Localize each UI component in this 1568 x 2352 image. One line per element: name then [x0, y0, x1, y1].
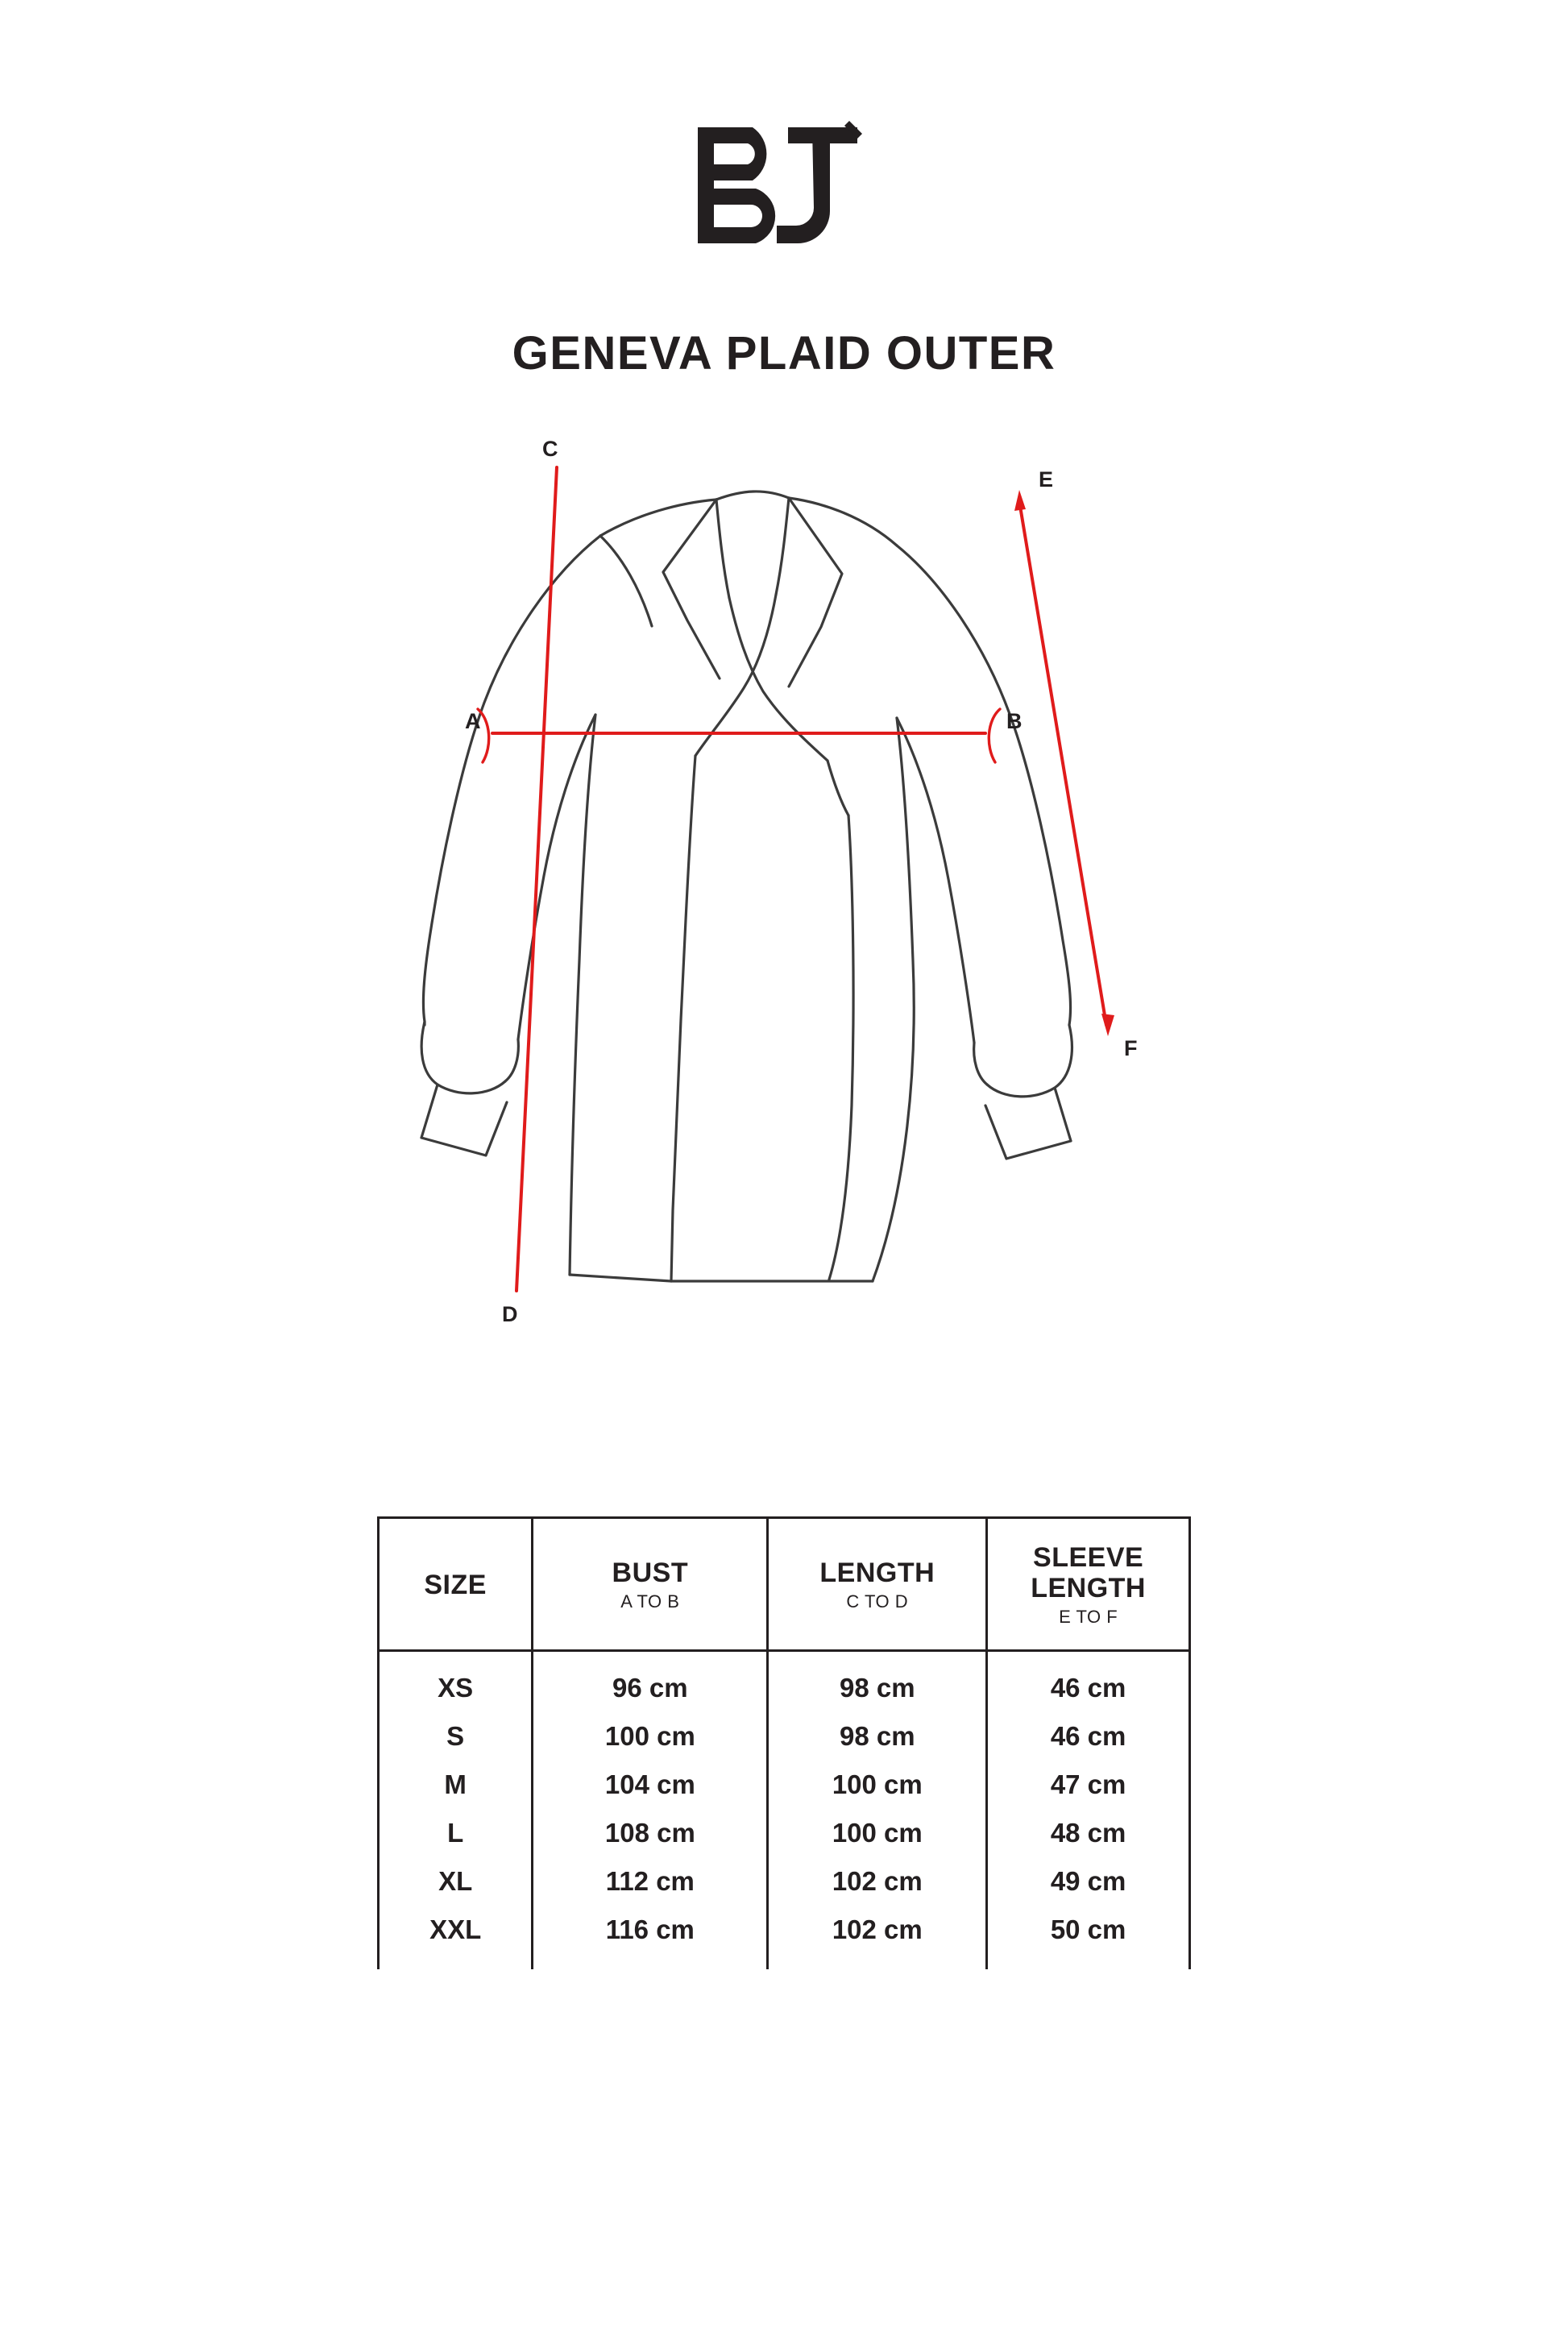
cell-size: M: [379, 1761, 533, 1809]
size-table: [377, 1516, 1191, 1969]
cell-bust: 100 cm: [533, 1712, 768, 1761]
table-row: [379, 1761, 1190, 1809]
marker-label-b: B: [1006, 709, 1023, 733]
size-table-wrapper: [377, 1516, 1191, 1969]
cell-size: XXL: [379, 1906, 533, 1969]
table-row: [379, 1906, 1190, 1969]
column-header-sleeve-main: SLEEVE LENGTH: [1031, 1541, 1146, 1603]
cell-length: 98 cm: [768, 1651, 987, 1713]
cell-size: XL: [379, 1857, 533, 1906]
cell-length: 100 cm: [768, 1809, 987, 1857]
column-header-sleeve-sub: E TO F: [1059, 1607, 1118, 1628]
cell-length: 102 cm: [768, 1906, 987, 1969]
cell-length: 98 cm: [768, 1712, 987, 1761]
column-header-bust-main: BUST: [612, 1557, 689, 1588]
page-title: GENEVA PLAID OUTER: [512, 327, 1056, 380]
table-row: [379, 1809, 1190, 1857]
cell-sleeve: 49 cm: [987, 1857, 1190, 1906]
table-row: [379, 1712, 1190, 1761]
column-header-length-main: LENGTH: [819, 1557, 935, 1588]
table-row: [379, 1857, 1190, 1906]
cell-bust: 96 cm: [533, 1651, 768, 1713]
cell-bust: 104 cm: [533, 1761, 768, 1809]
marker-label-e: E: [1039, 467, 1054, 492]
column-header-size-main: SIZE: [424, 1569, 487, 1600]
marker-label-f: F: [1124, 1036, 1138, 1060]
cell-sleeve: 47 cm: [987, 1761, 1190, 1809]
marker-label-d: D: [502, 1302, 518, 1326]
column-header-length-sub: C TO D: [846, 1591, 909, 1612]
cell-size: L: [379, 1809, 533, 1857]
column-header-sleeve: [987, 1518, 1190, 1651]
cell-sleeve: 46 cm: [987, 1651, 1190, 1713]
marker-label-a: A: [465, 709, 481, 733]
column-header-size: [379, 1518, 533, 1651]
brand-logo: [691, 121, 877, 250]
cell-sleeve: 50 cm: [987, 1906, 1190, 1969]
cell-length: 100 cm: [768, 1761, 987, 1809]
cell-bust: 112 cm: [533, 1857, 768, 1906]
cell-bust: 108 cm: [533, 1809, 768, 1857]
cell-size: S: [379, 1712, 533, 1761]
table-row: [379, 1651, 1190, 1713]
table-header-row: [379, 1518, 1190, 1651]
cell-length: 102 cm: [768, 1857, 987, 1906]
cell-size: XS: [379, 1651, 533, 1713]
coat-measurement-diagram: [341, 437, 1227, 1484]
column-header-length: [768, 1518, 987, 1651]
cell-sleeve: 46 cm: [987, 1712, 1190, 1761]
marker-label-c: C: [542, 437, 558, 461]
cell-bust: 116 cm: [533, 1906, 768, 1969]
cell-sleeve: 48 cm: [987, 1809, 1190, 1857]
column-header-bust-sub: A TO B: [620, 1591, 680, 1612]
column-header-bust: [533, 1518, 768, 1651]
